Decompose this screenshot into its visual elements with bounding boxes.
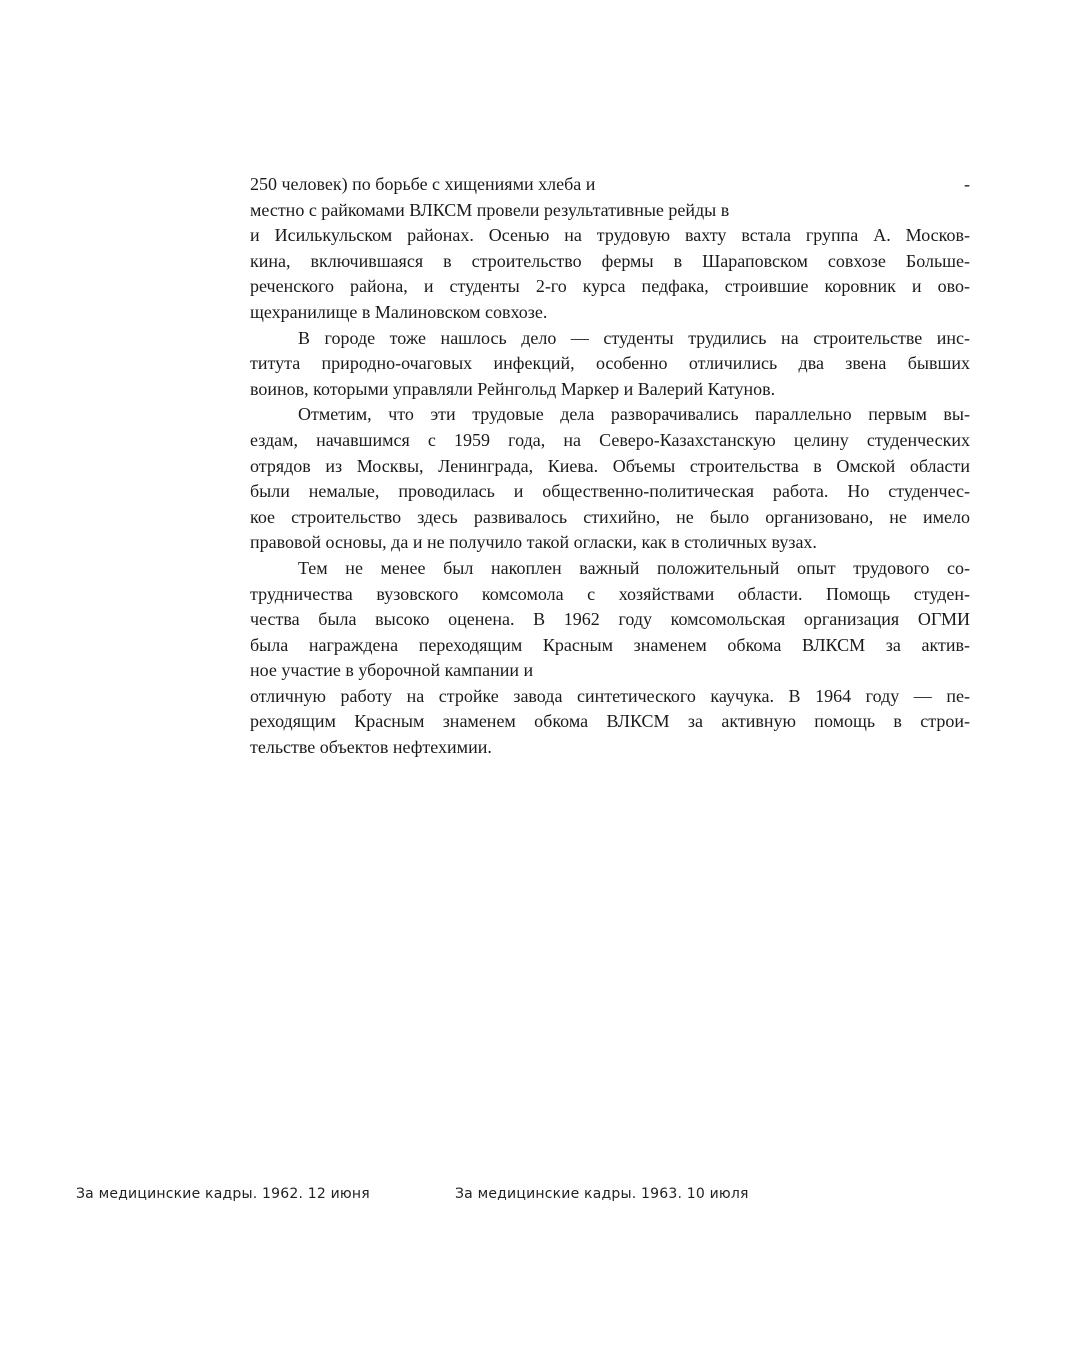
text-line [250,684,970,710]
text-line-content: отрядов из Москвы, Ленинграда, Киева. Объемы строительства в Омской области [250,455,970,476]
text-line [250,377,970,403]
text-line [250,402,970,428]
text-line-content: ное участие в уборочной кампании и [250,660,534,681]
text-line [250,428,970,454]
text-line [250,709,970,735]
text-line [250,274,970,300]
text-line [250,658,970,684]
text-line-content: реченского района, и студенты 2-го курса педфака, строившие коровник и ово- [250,276,970,297]
text-line-content: воинов, которыми управляли Рейнгольд Маркер и Валерий Катунов. [250,378,776,399]
text-line-content: щехранилище в Малиновском совхозе. [250,301,548,322]
text-line-content: местно с райкомами ВЛКСМ провели результативные рейды в [250,199,730,220]
text-line-content: титута природно-очаговых инфекций, особенно отличились два звена бывших [250,353,970,374]
text-line-content: были немалые, проводилась и общественно-политическая работа. Но студенчес- [250,481,970,502]
text-line [250,198,970,224]
text-line-content: и Исилькульском районах. Осенью на трудовую вахту встала группа А. Москов- [250,225,970,246]
text-line-content: чества была высоко оценена. В 1962 году комсомольская организация ОГМИ [250,609,970,630]
text-line [250,556,970,582]
text-line [250,454,970,480]
text-line-content: реходящим Красным знаменем обкома ВЛКСМ за активную помощь в строи- [250,711,970,732]
text-line [250,223,970,249]
text-line-content: кина, включившаяся в строительство фермы в Шараповском совхозе Больше- [250,250,970,271]
text-line [250,530,970,556]
text-line-content: правовой основы, да и не получило такой огласки, как в столичных вузах. [250,532,817,553]
text-line [250,351,970,377]
text-line [250,249,970,275]
text-line [250,479,970,505]
text-line [250,326,970,352]
text-line-content: тельстве объектов нефтехимии. [250,737,492,758]
text-line-content: трудничества вузовского комсомола с хозяйствами области. Помощь студен- [250,583,970,604]
text-line [250,172,970,198]
text-line-content: была награждена переходящим Красным знаменем обкома ВЛКСМ за актив- [250,634,970,655]
caption-right: За медицинские кадры. 1963. 10 июля [455,1186,749,1202]
text-line [250,607,970,633]
text-line-content: кое строительство здесь развивалось стихийно, не было организовано, не имело [250,506,970,527]
text-line [250,300,970,326]
text-line-content: 250 человек) по борьбе с хищениями хлеба и [250,174,596,194]
text-line-content: ездам, начавшимся с 1959 года, на Северо-Казахстанскую целину студенческих [250,429,970,450]
caption-left: За медицинские кадры. 1962. 12 июня [76,1186,370,1202]
text-line-content: В городе тоже нашлось дело — студенты трудились на строительстве инс- [298,327,970,348]
text-line [250,582,970,608]
text-line [250,633,970,659]
text-line-content: Отметим, что эти трудовые дела разворачивались параллельно первым вы- [298,404,970,425]
text-line-content: отличную работу на стройке завода синтетического каучука. В 1964 году — пе- [250,685,970,706]
text-line [250,505,970,531]
text-line-content: Тем не менее был накоплен важный положительный опыт трудового со- [298,557,970,578]
text-line [250,735,970,761]
body-text [250,172,970,761]
stray-hyphen: - [964,174,970,194]
